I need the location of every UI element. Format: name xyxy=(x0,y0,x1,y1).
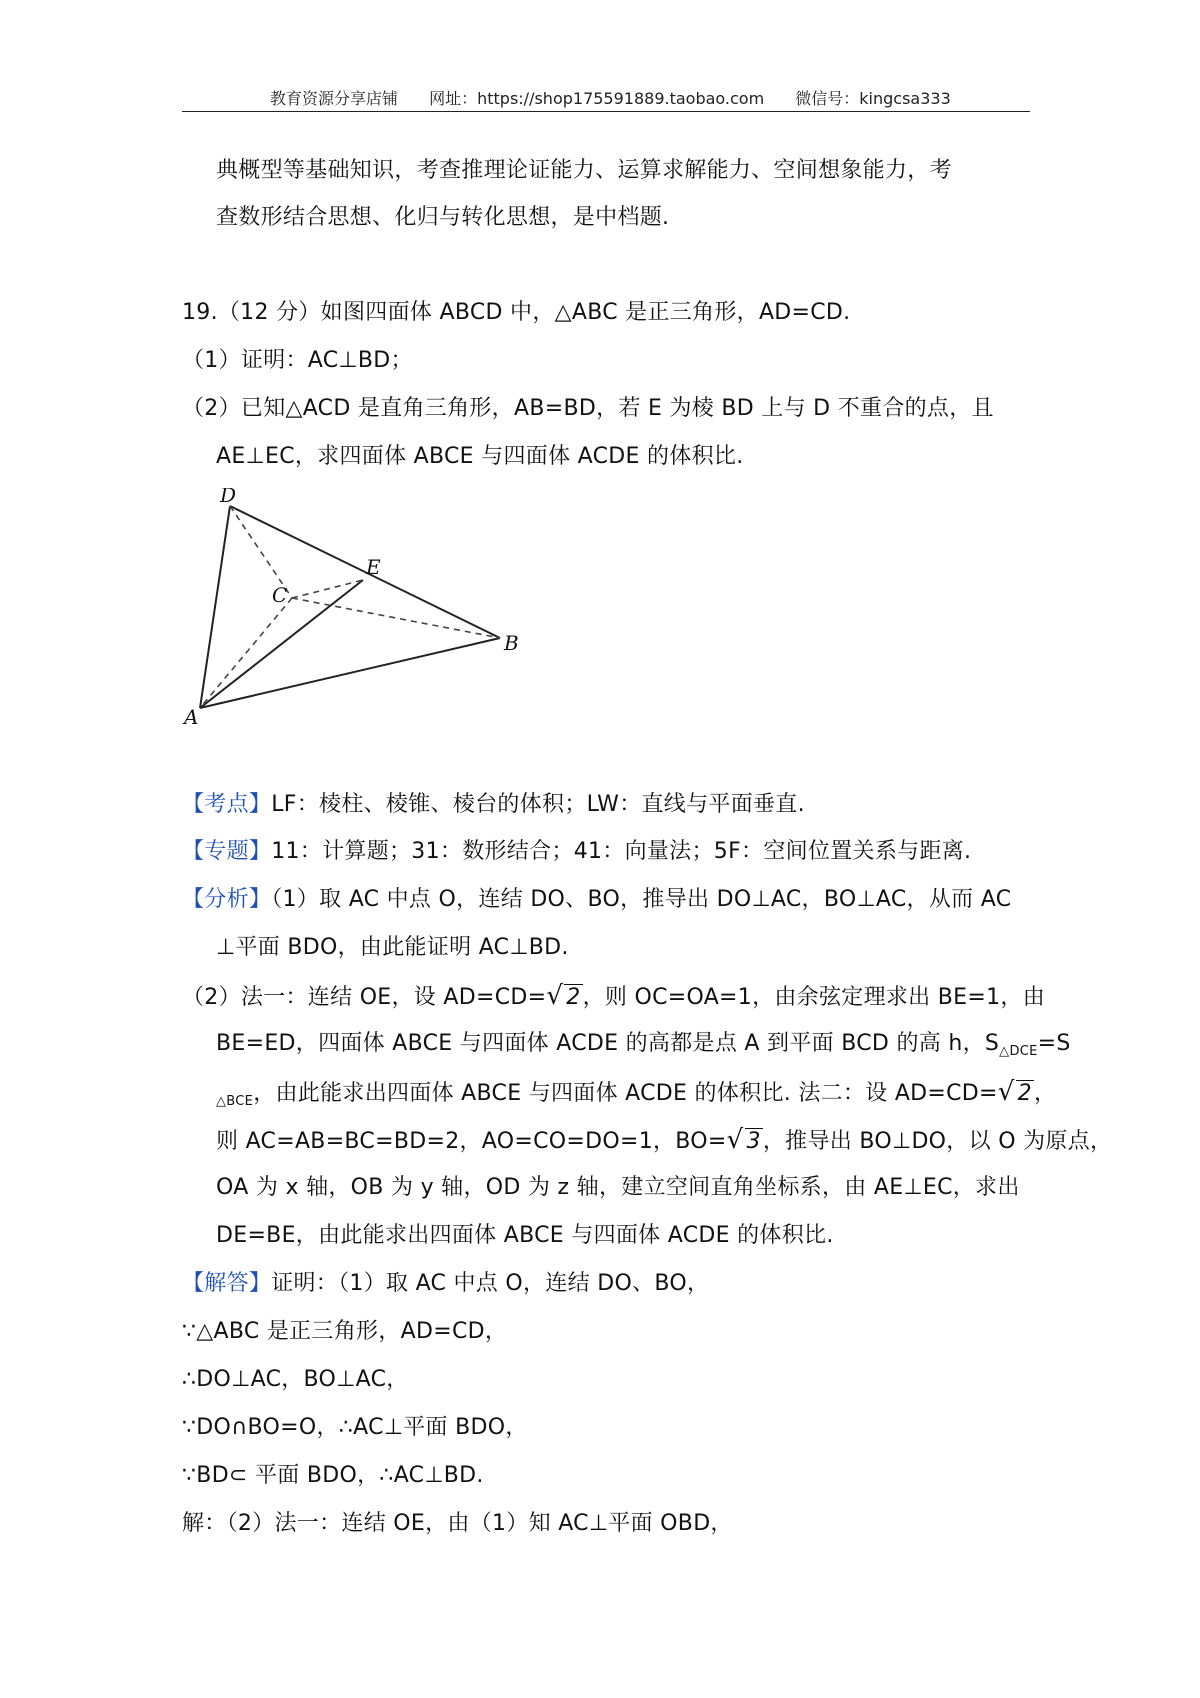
fenxi-text-1: （1）取 AC 中点 O，连结 DO、BO，推导出 DO⊥AC，BO⊥AC，从而 AC xyxy=(271,887,1012,912)
fenxi-text-5a: ，由此能求出四面体 ABCE 与四面体 ACDE 的体积比. 法二：设 AD=CD= xyxy=(253,1081,998,1106)
fenxi-line-1 xyxy=(182,885,1011,915)
jieda-line-6: 解：（2）法一：连结 OE，由（1）知 AC⊥平面 OBD， xyxy=(182,1511,733,1536)
subscript-bce: △BCE xyxy=(216,1094,254,1109)
jieda-line-5: ∵BD⊂ 平面 BDO，∴AC⊥BD. xyxy=(182,1463,484,1488)
zhuanti-tag: 【专题】 xyxy=(182,839,272,864)
text-line-1: 典概型等基础知识，考查推理论证能力、运算求解能力、空间想象能力，考 xyxy=(216,158,952,183)
fenxi-line-2: ⊥平面 BDO，由此能证明 AC⊥BD. xyxy=(216,935,569,960)
fenxi-line-3 xyxy=(182,981,1045,1013)
fenxi-line-5 xyxy=(216,1077,1056,1112)
fenxi-line-6 xyxy=(216,1125,1112,1157)
fenxi-text-5b: ， xyxy=(1033,1081,1057,1106)
label-B: B xyxy=(504,631,519,655)
zhuanti-text: 11：计算题；31：数形结合；41：向量法；5F：空间位置关系与距离. xyxy=(271,839,972,864)
fenxi-text-6a: 则 AC=AB=BC=BD=2，AO=CO=DO=1，BO= xyxy=(216,1129,727,1154)
fenxi-text-4b: =S xyxy=(1037,1031,1071,1056)
label-D: D xyxy=(220,488,237,507)
problem-title: 19.（12 分）如图四面体 ABCD 中，△ABC 是正三角形，AD=CD. xyxy=(182,300,851,325)
jieda-line-1 xyxy=(182,1269,709,1299)
edge-DB xyxy=(230,506,500,638)
header-url: 网址：https://shop175591889.taobao.com xyxy=(429,89,765,108)
zhuanti-line xyxy=(182,837,971,867)
fenxi-text-3a: （2）法一：连结 OE，设 AD=CD= xyxy=(182,985,547,1010)
problem-part-1: （1）证明：AC⊥BD； xyxy=(182,348,413,373)
fenxi-line-4 xyxy=(216,1029,1071,1062)
page-header xyxy=(270,86,977,109)
fenxi-text-6b: ，推导出 BO⊥DO，以 O 为原点， xyxy=(762,1129,1113,1154)
fenxi-text-4a: BE=ED，四面体 ABCE 与四面体 ACDE 的高都是点 A 到平面 BCD 的高 h，S xyxy=(216,1031,1000,1056)
jieda-tag: 【解答】 xyxy=(182,1271,272,1296)
tetrahedron-figure xyxy=(180,488,540,728)
fenxi-line-7: OA 为 x 轴，OB 为 y 轴，OD 为 z 轴，建立空间直角坐标系，由 AE⊥EC，求出 xyxy=(216,1175,1020,1200)
sqrt-2-symbol-b: √ 2 xyxy=(997,1077,1032,1107)
kaodian-line xyxy=(182,790,805,820)
jieda-line-4: ∵DO∩BO=O，∴AC⊥平面 BDO， xyxy=(182,1415,528,1440)
fenxi-tag: 【分析】 xyxy=(182,887,272,912)
jieda-line-2: ∵△ABC 是正三角形，AD=CD， xyxy=(182,1319,508,1344)
sqrt-3-symbol: √ 3 xyxy=(726,1125,761,1155)
edge-CB xyxy=(292,598,500,638)
subscript-dce: △DCE xyxy=(999,1044,1038,1059)
header-divider xyxy=(182,111,1030,112)
problem-part-2-cont: AE⊥EC，求四面体 ABCE 与四面体 ACDE 的体积比. xyxy=(216,444,744,469)
fenxi-text-3b: ，则 OC=OA=1，由余弦定理求出 BE=1，由 xyxy=(582,985,1045,1010)
header-wechat: 微信号：kingcsa333 xyxy=(795,89,951,108)
kaodian-text: LF：棱柱、棱锥、棱台的体积；LW：直线与平面垂直. xyxy=(271,792,805,817)
jieda-text-1: 证明：（1）取 AC 中点 O，连结 DO、BO， xyxy=(271,1271,710,1296)
sqrt-2-symbol: √ 2 xyxy=(546,981,581,1011)
label-C: C xyxy=(272,583,288,607)
problem-part-2: （2）已知△ACD 是直角三角形，AB=BD，若 E 为棱 BD 上与 D 不重合的点，且 xyxy=(182,396,994,421)
jieda-line-3: ∴DO⊥AC，BO⊥AC， xyxy=(182,1367,409,1392)
label-A: A xyxy=(184,705,199,728)
text-line-2: 查数形结合思想、化归与转化思想，是中档题. xyxy=(216,205,670,230)
label-E: E xyxy=(366,555,381,579)
header-shop: 教育资源分享店铺 xyxy=(270,89,399,108)
kaodian-tag: 【考点】 xyxy=(182,792,272,817)
fenxi-line-8: DE=BE，由此能求出四面体 ABCE 与四面体 ACDE 的体积比. xyxy=(216,1223,834,1248)
